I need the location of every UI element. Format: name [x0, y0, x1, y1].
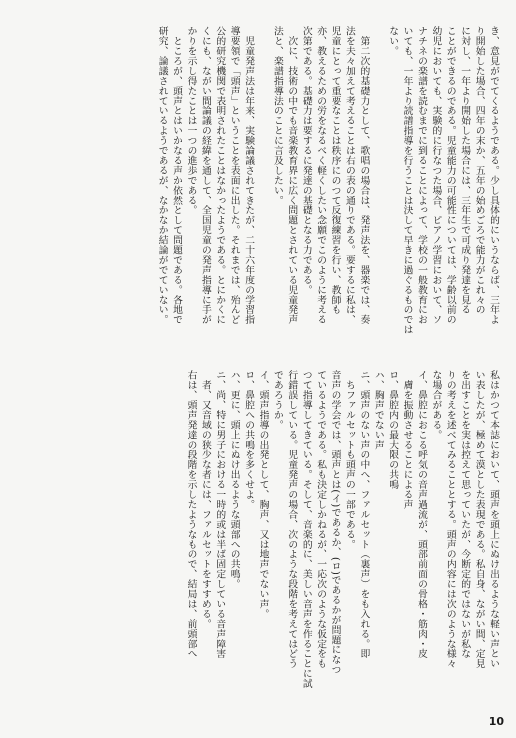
- text-line: [255, 26, 269, 368]
- text-line: 膚を振動させることによる声: [401, 370, 413, 510]
- text-line: ハ、更に、頭上にぬけ出るような頭部への共鳴。: [228, 370, 240, 589]
- text-line: 次に、技術の中でも音楽教育界に広く問題とされている児童発声: [286, 26, 298, 325]
- text-line: ハ、胸声でない声: [372, 370, 384, 450]
- text-line: 幼児においても、実験的に行なつた場合、ピアノ学習において、ソ: [430, 26, 442, 325]
- text-line: イ、鼻腔におこる呼気の音声過流が、頭部前面の骨格・筋肉・皮: [415, 370, 427, 659]
- text-line: に対し、一年より開始した場合には、三年生で可成り発達を見る: [459, 26, 471, 315]
- text-line: であろうか。: [271, 370, 283, 430]
- text-line: ているようである。私も決定しかねるが、一応次のような仮定をも: [315, 370, 327, 669]
- text-line: いても、一年より読譜指導を行うことは決して早きに過ぐるものでは: [401, 26, 413, 335]
- text-line: 第二次的基礎力として、歌唱の場合は、発声法を、器楽では、奏: [358, 26, 370, 325]
- text-line: イ、頭声指導の出発として、胸声、又は地声でない声。: [257, 370, 269, 619]
- text-line: りの考えを述べてみることとする。頭声の内容には次のような様々: [444, 370, 456, 669]
- text-line: つて指導してきている。そして、音楽的に、美しい音声を作ることに試: [300, 370, 312, 689]
- text-line: 右は、頭声発達の段階を示したようなもので、結局は、前頭部へ: [185, 370, 197, 659]
- text-line: 者、又音域の狭少な者には、ファルセットをすすめる。: [199, 370, 211, 629]
- text-line: 児童発声法は年来、実験論議されてきたが、二十六年度の学習指: [243, 26, 255, 325]
- text-line: ちファルセットも頭声の一部である。: [343, 370, 355, 550]
- text-line: 亦、教えるための労をなるべく軽くしたい念願でこのように考える: [315, 26, 327, 325]
- text-line: 私はかつて本誌において、頭声を頭上にぬけ出るような軽い声とい: [488, 370, 499, 669]
- text-line: かりを示し得たことは一つの進歩である。: [185, 26, 197, 216]
- text-line: り開始した場合、四年の末か、五年の始めごろで能力がこれ々の: [473, 26, 485, 315]
- text-line: 公的研究機関で表明されたことはなかったようである。とにかくに: [214, 26, 226, 325]
- text-line: ロ、鼻腔内の最大限の共鳴: [387, 370, 399, 490]
- text-line: 導要領で「頭声」ということを表面に出した。それまでは、殆んど: [228, 26, 240, 325]
- text-line: ニ、頭声のない声の中へ、ファルセット（裏声）をも入れる。即: [358, 370, 370, 659]
- text-line: を出すことを実は控えて思っていたが、今断定的ではないが私な: [459, 370, 471, 659]
- page-number: 10: [488, 715, 504, 728]
- lower-text-block: [30, 370, 500, 710]
- text-line: 研究、論議されているようであるが、なかなか結論がでていない。: [156, 26, 168, 325]
- text-line: き、意見がでてくるようである。少し具体的にいうならば、三年よ: [488, 26, 499, 325]
- text-line: ロ、鼻腔への共鳴を多くせよ。: [243, 370, 255, 510]
- text-line: ない。: [387, 26, 399, 56]
- text-line: 次第である。基礎力は要するに発達の基礎となる力である。: [300, 26, 312, 295]
- text-line: [370, 26, 384, 368]
- text-line: な場合がある。: [430, 370, 442, 440]
- text-line: くにも、ながい間論議の経緯を通して、全国児童の発声指導に手が: [199, 26, 211, 325]
- text-line: ナチネの楽譜を読むまでに到ることによって、学校の一般教育にお: [415, 26, 427, 325]
- text-line: 行錯誤している。児童発声の場合、次のような段階を考えてはどう: [286, 370, 298, 669]
- text-line: 法を夫々加えて考えることは右の表の通りである。要するに私は、: [343, 26, 355, 325]
- text-line: 音声の学会では、頭声とは(イ)であるか、(ロ)であるかが問題になつ: [329, 370, 341, 675]
- text-line: ところが、頭声とはいかなる声か依然として問題である。各地で: [171, 26, 183, 325]
- text-line: ことができるのである。児童能力の可能性については、学齢以前の: [444, 26, 456, 325]
- upper-text-block: [34, 26, 500, 368]
- text-line: 児童にとって重要なことは秩序にのつて反復練習を行い、教師も: [329, 26, 341, 315]
- text-line: い表したが、極めて漠とした表現である。私自身、ながい間、定見: [473, 370, 485, 669]
- text-line: ニ、尚、特に男子における一時的或は半ば固定している音声障害: [214, 370, 226, 659]
- text-line: 法と、楽譜指導法のことに言及したい。: [271, 26, 283, 206]
